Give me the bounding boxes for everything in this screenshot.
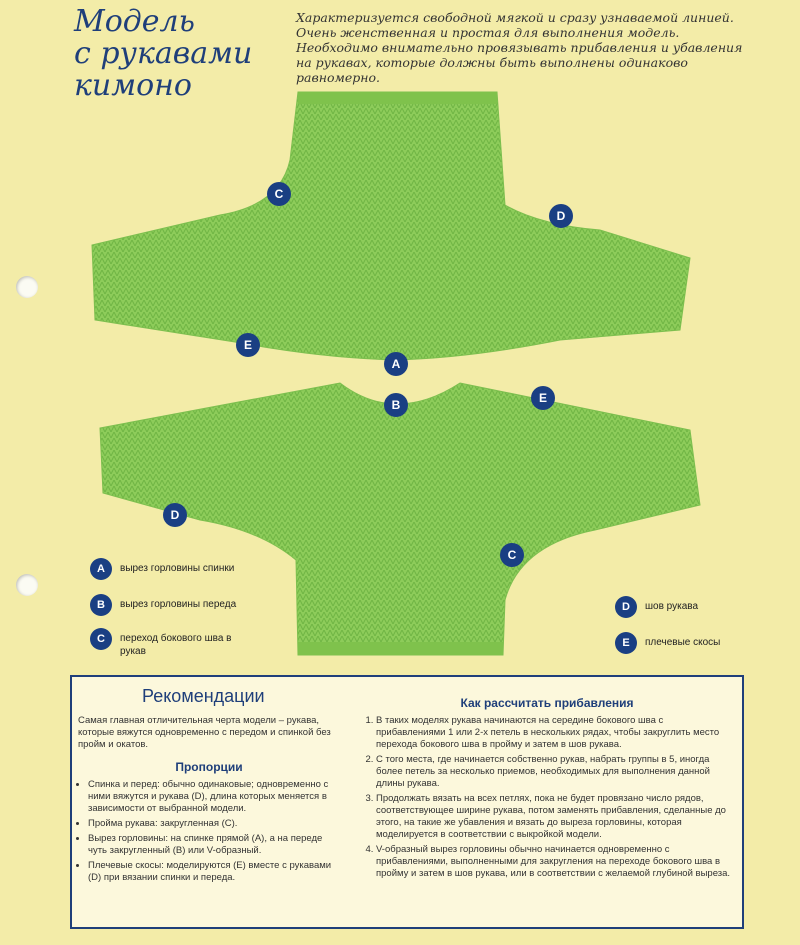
recommendations-title: Рекомендации — [142, 686, 265, 706]
front-ribbing — [298, 642, 503, 655]
title-line: с рукавами — [74, 36, 253, 71]
list-item: • Плечевые скосы: моделируются (E) вместе с рукавами (D) при вязании спинки и переда. — [88, 860, 340, 884]
marker-e-front — [531, 386, 555, 410]
svg-text:E: E — [243, 338, 253, 352]
back-ribbing — [298, 92, 497, 104]
list-item: • Вырез горловины: на спинке прямой (A), а на переде чуть закругленный (B) или V-образный. — [88, 833, 340, 857]
list-item: • Пройма рукава: закругленная (C). — [88, 818, 340, 830]
legend-item-e — [615, 632, 775, 656]
legend-text: вырез горловины переда — [120, 599, 237, 610]
legend-text: переход бокового шва в рукав — [120, 633, 232, 657]
intro-text: Характеризуется свободной мягкой и сразу узнаваемой линией. Очень женственная и простая для выполнения модель. Необходимо внимательно провязывать прибавления и убавления на рукавах, которые должны быть выполнены одинаково равномерно. — [296, 10, 743, 85]
marker-c-back — [267, 182, 291, 206]
marker-e-back — [236, 333, 260, 357]
legend-marker-c: C — [90, 628, 112, 650]
marker-a — [384, 352, 408, 376]
legend-marker-d: D — [615, 596, 637, 618]
recommendations-intro: Самая главная отличительная черта модели – рукава, которые вяжутся одновременно с передом и спинкой без пройм и окатов. — [78, 715, 331, 750]
proportions-title: Пропорции — [175, 760, 243, 774]
list-item: • Спинка и перед: обычно одинаковые; одновременно с ними вяжутся и рукава (D), длина которых меняется в зависимости от выбранной модели. — [88, 779, 340, 815]
title-line: кимоно — [74, 68, 192, 103]
svg-text:E: E — [538, 391, 548, 405]
legend-text: плечевые скосы — [645, 637, 721, 648]
recommendations-left-column — [78, 715, 340, 887]
legend-marker-a: A — [90, 558, 112, 580]
svg-text:C: C — [507, 548, 517, 562]
marker-b — [384, 393, 408, 417]
legend-item-c — [90, 628, 270, 658]
list-item: 1. В таких моделях рукава начинаются на середине бокового шва с прибавлениями 1 или 2-х петель в нескольких рядах, чтобы закруглить место перехода бокового шва в пройму и затем в шов рукава. — [376, 715, 732, 751]
calc-steps-list — [362, 715, 732, 880]
legend-item-d — [615, 596, 775, 620]
legend-item-a — [90, 558, 270, 582]
svg-text:B: B — [391, 398, 401, 412]
marker-d-back — [549, 204, 573, 228]
legend-marker-b: B — [90, 594, 112, 616]
svg-text:C: C — [274, 187, 284, 201]
list-item: 2. С того места, где начинается собственно рукав, набрать группы в 5, иногда более петель за несколько приемов, необходимых для выполнения данной длины рукава. — [376, 754, 732, 790]
legend-item-b — [90, 594, 270, 618]
legend-text: шов рукава — [645, 601, 699, 612]
marker-d-front — [163, 503, 187, 527]
legend-marker-e: E — [615, 632, 637, 654]
list-item: 3. Продолжать вязать на всех петлях, пока не будет провязано число рядов, соответствующее ширине рукава, потом заменять прибавления, сделанные до этого, на такие же убавления и вязать до выреза горловины, которая моделируется в соответствии с выкройкой модели. — [376, 793, 732, 841]
marker-c-front — [500, 543, 524, 567]
calc-title: Как рассчитать прибавления — [460, 696, 634, 710]
recommendations-right-column — [362, 697, 732, 883]
svg-text:D: D — [556, 209, 566, 223]
legend-text: вырез горловины спинки — [120, 563, 235, 574]
title-line: Модель — [74, 4, 195, 39]
svg-text:D: D — [170, 508, 180, 522]
back-piece — [92, 92, 690, 360]
list-item: 4. V-образный вырез горловины обычно начинается одновременно с прибавлениями, выполненными для закругления на переходе бокового шва в пройму и затем в шов рукава, или в соответствии с желаемой глубиной выреза. — [376, 844, 732, 880]
recommendations-box — [70, 675, 744, 929]
svg-text:A: A — [391, 357, 401, 371]
proportions-list — [78, 779, 340, 884]
